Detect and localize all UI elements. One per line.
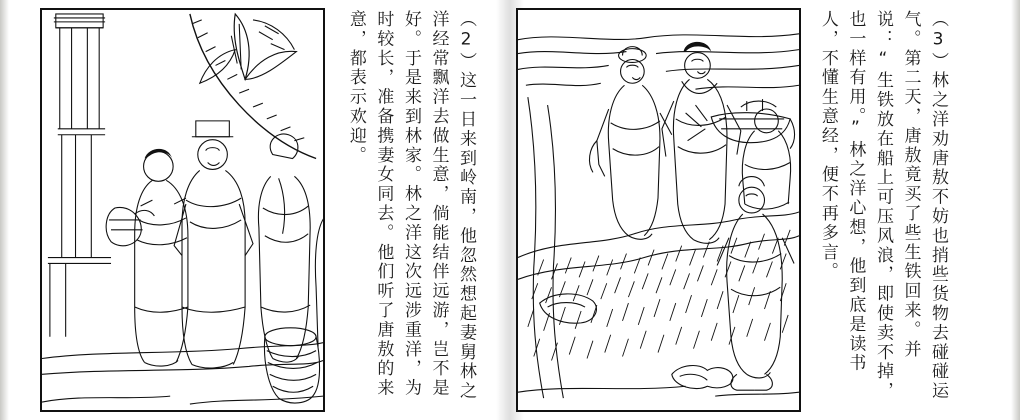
right-page bbox=[510, 0, 1020, 420]
gutter-shadow-left bbox=[496, 0, 510, 420]
riverbank-line-art bbox=[518, 10, 799, 410]
left-page-text: （2）这一日来到岭南，他忽然想起妻舅林之洋经常飘洋去做生意，倘能结伴远游，岂不是好。于是来到林家。林之洋这次远涉重洋，为时较长，准备携妻女同去。他们听了唐敖的来意，都表示欢迎。 bbox=[345, 10, 476, 401]
courtyard-line-art bbox=[42, 10, 323, 410]
panel-illustration-riverbank bbox=[516, 8, 801, 412]
page-edge-left bbox=[0, 0, 9, 420]
right-page-text: （3）林之洋劝唐敖不妨也捎些货物去碰碰运气。第二天，唐敖竟买了些生铁回来。并说：“生铁放在船上可压风浪，即使卖不掉，也一样有用。”林之洋心想，他到底是读书人，不懂生意经，便不再多言。 bbox=[817, 10, 948, 401]
panel-illustration-courtyard bbox=[40, 8, 325, 412]
page-edge-right bbox=[1011, 0, 1020, 420]
